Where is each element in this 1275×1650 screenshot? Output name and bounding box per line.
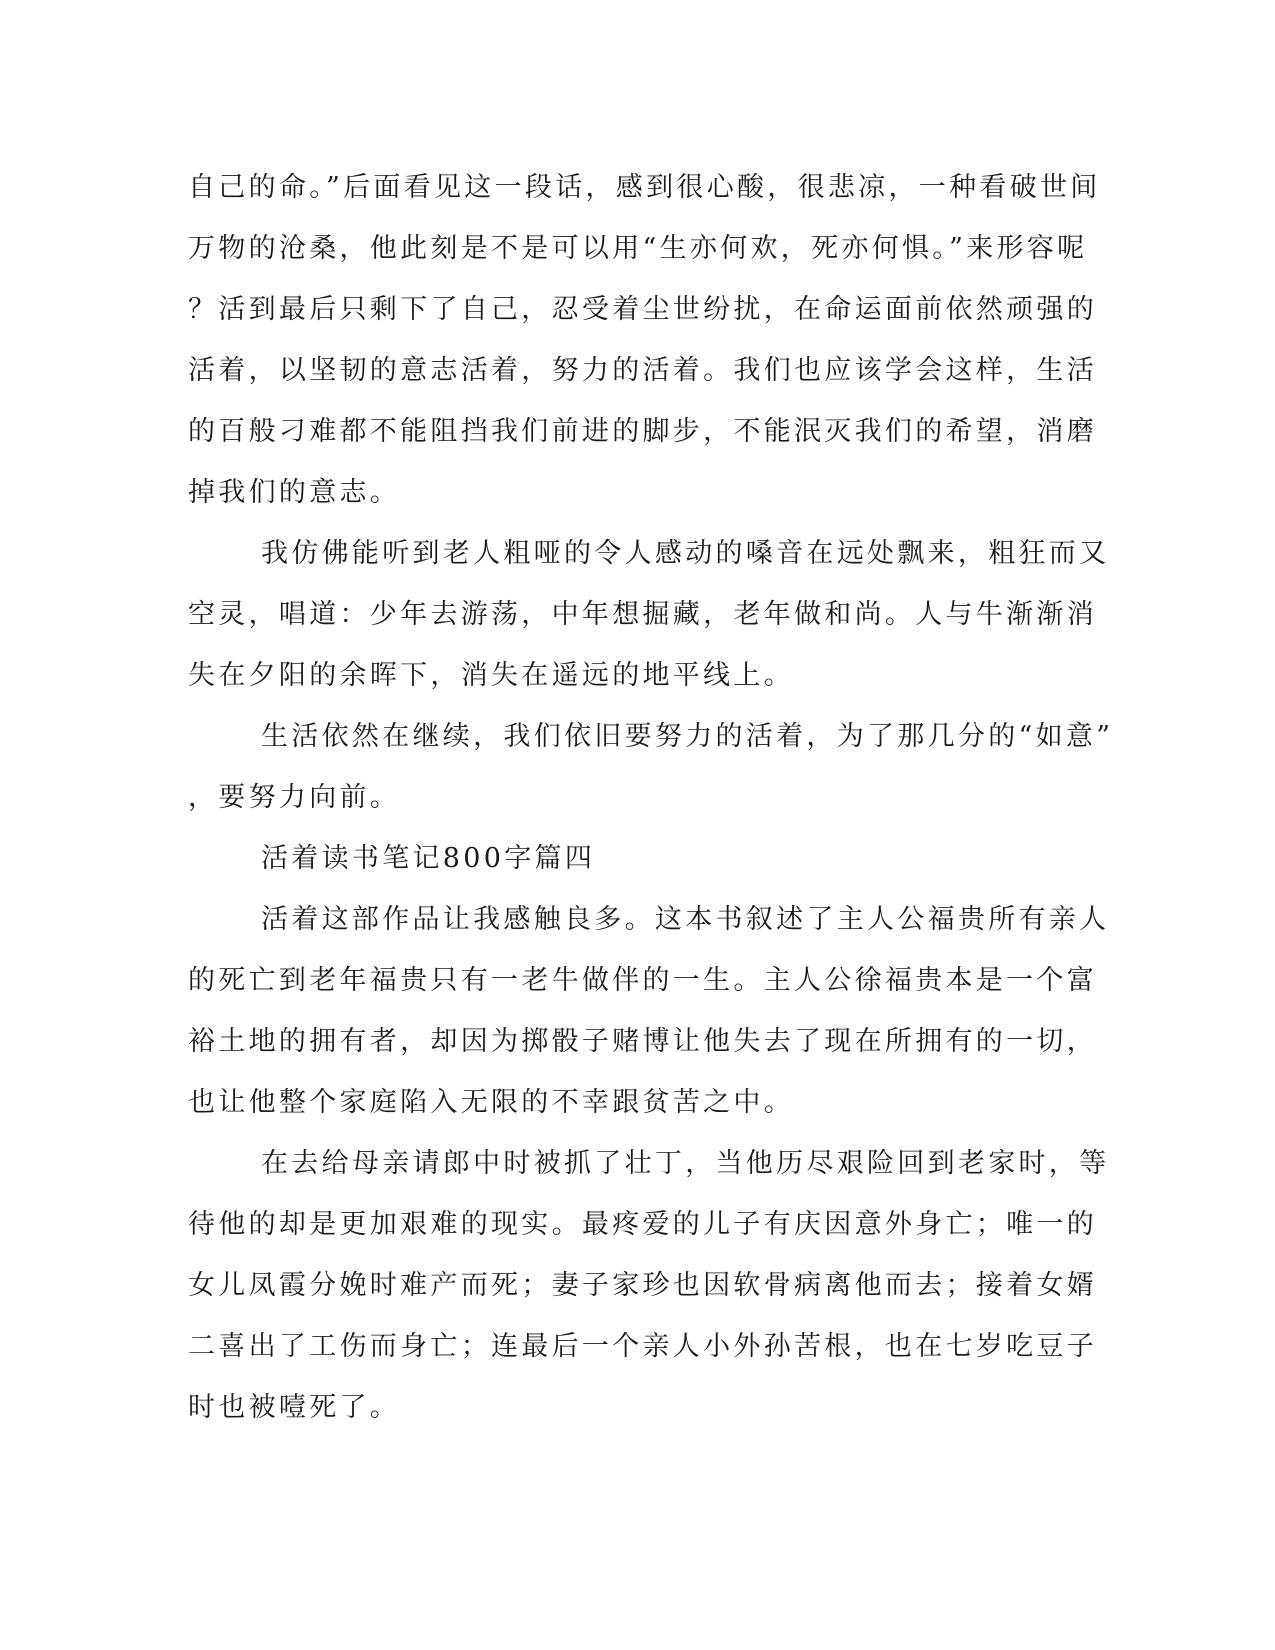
- text-line: 女儿凤霞分娩时难产而死；妻子家珍也因软骨病离他而去；接着女婿: [188, 1270, 1097, 1301]
- paragraph-3: [188, 706, 1114, 828]
- text-line: 也让他整个家庭陷入无限的不幸跟贫苦之中。: [188, 1087, 794, 1118]
- text-line: 自己的命。”后面看见这一段话，感到很心酸，很悲凉，一种看破世间: [188, 172, 1101, 203]
- text-line: 活着这部作品让我感触良多。这本书叙述了主人公福贵所有亲人: [261, 904, 1110, 935]
- text-line: 的百般刁难都不能阻挡我们前进的脚步，不能泯灭我们的希望，消磨: [188, 416, 1097, 447]
- text-line: ？活到最后只剩下了自己，忍受着尘世纷扰，在命运面前依然顽强的: [188, 294, 1097, 325]
- text-line: 二喜出了工伤而身亡；连最后一个亲人小外孙苦根，也在七岁吃豆子: [188, 1331, 1097, 1362]
- text-line: 我仿佛能听到老人粗哑的令人感动的嗓音在远处飘来，粗狂而又: [261, 538, 1110, 569]
- text-line: 在去给母亲请郎中时被抓了壮丁，当他历尽艰险回到老家时，等: [261, 1148, 1110, 1179]
- paragraph-1: [188, 157, 1101, 523]
- text-line: 掉我们的意志。: [188, 477, 401, 508]
- text-line: 生活依然在继续，我们依旧要努力的活着，为了那几分的“如意”: [261, 721, 1114, 752]
- text-line: 活着读书笔记800字篇四: [261, 843, 596, 874]
- document-body: [188, 157, 1114, 1438]
- text-line: ，要努力向前。: [188, 782, 401, 813]
- paragraph-2: [188, 523, 1110, 706]
- text-line: 万物的沧桑，他此刻是不是可以用“生亦何欢，死亦何惧。”来形容呢: [188, 233, 1088, 264]
- section-heading: [188, 828, 1080, 889]
- text-line: 活着，以坚韧的意志活着，努力的活着。我们也应该学会这样，生活: [188, 355, 1097, 386]
- text-line: 空灵，唱道：少年去游荡，中年想掘藏，老年做和尚。人与牛渐渐消: [188, 599, 1097, 630]
- paragraph-4: [188, 889, 1110, 1133]
- text-line: 裕土地的拥有者，却因为掷骰子赌博让他失去了现在所拥有的一切，: [188, 1026, 1097, 1057]
- text-line: 失在夕阳的余晖下，消失在遥远的地平线上。: [188, 660, 794, 691]
- text-line: 待他的却是更加艰难的现实。最疼爱的儿子有庆因意外身亡；唯一的: [188, 1209, 1097, 1240]
- text-line: 的死亡到老年福贵只有一老牛做伴的一生。主人公徐福贵本是一个富: [188, 965, 1097, 996]
- paragraph-5: [188, 1133, 1110, 1438]
- text-line: 时也被噎死了。: [188, 1392, 401, 1423]
